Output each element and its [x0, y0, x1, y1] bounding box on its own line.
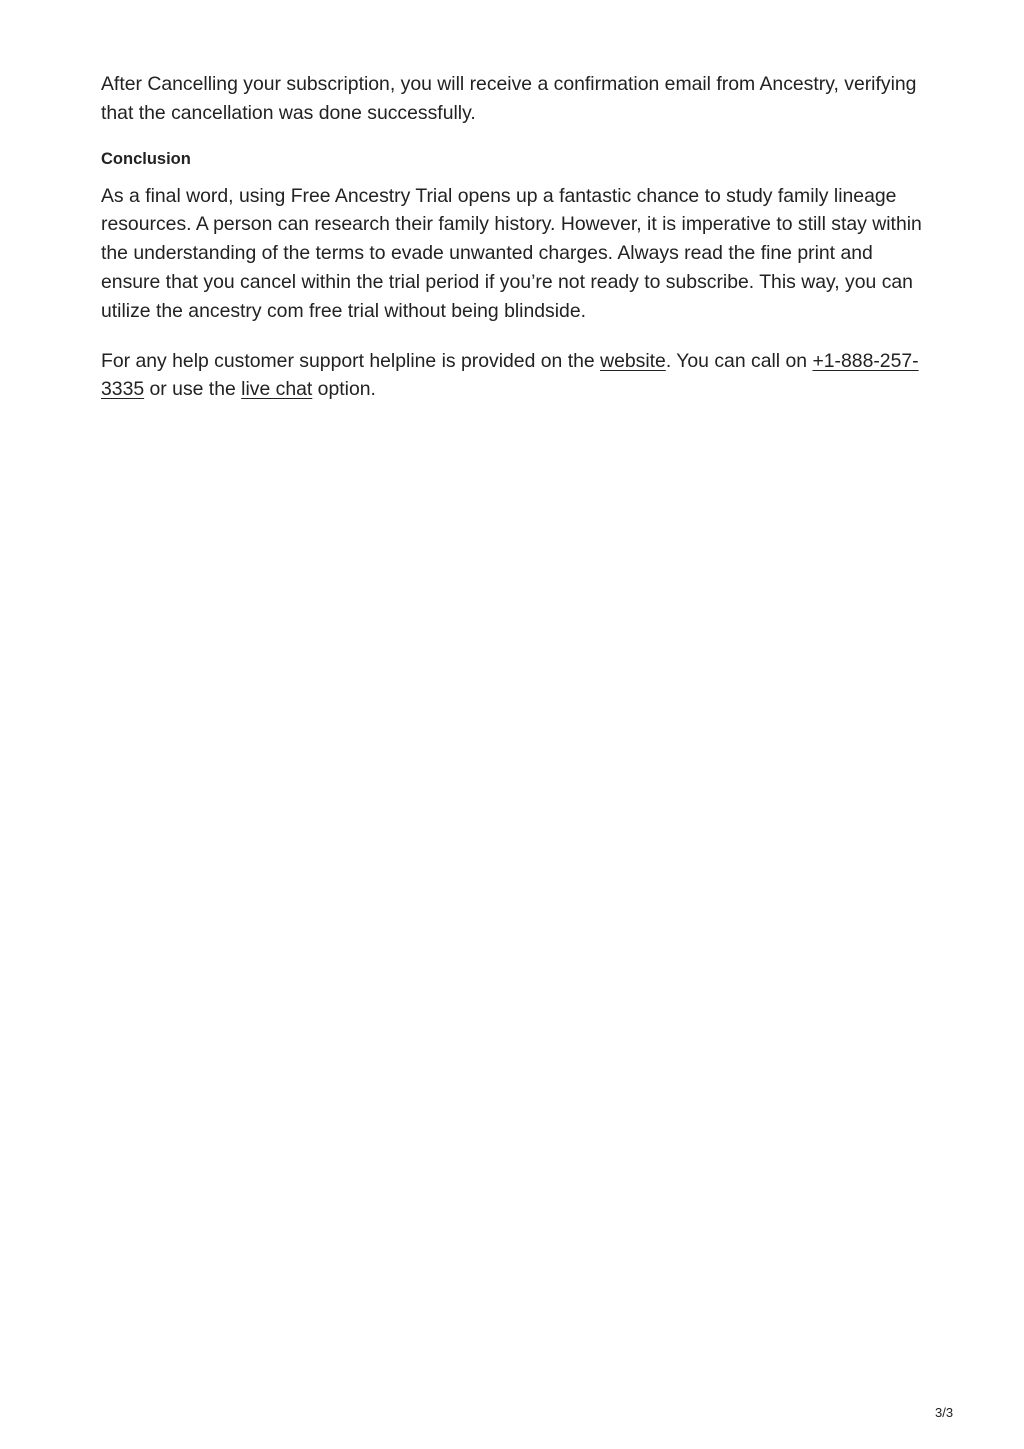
live-chat-link[interactable]: live chat	[241, 378, 313, 401]
intro-paragraph: After Cancelling your subscription, you will receive a confirmation email from Ancestry, verifying that the cancellation was done successfully.	[101, 73, 917, 124]
phone-link[interactable]: +1-888-257-3335	[101, 349, 919, 401]
article-body	[101, 70, 923, 425]
help-text-call: . You can call on	[665, 349, 813, 372]
help-text-or: or use the	[144, 378, 242, 401]
page-number: 3/3	[935, 1405, 954, 1420]
help-text-intro: For any help customer support helpline is provided on the	[101, 349, 601, 372]
help-paragraph	[101, 347, 923, 405]
website-link[interactable]: website	[600, 349, 666, 372]
conclusion-paragraph: As a final word, using Free Ancestry Trial opens up a fantastic chance to study family lineage resources. A person can research their family history. However, it is imperative to still stay within the understanding of the terms to evade unwanted charges. Always read the fine print and ensure that you cancel within the trial period if you’re not ready to subscribe. This way, you can utilize the ancestry com free trial without being blindside.	[101, 184, 922, 322]
help-text-end: option.	[312, 378, 376, 401]
conclusion-heading: Conclusion	[101, 149, 191, 168]
